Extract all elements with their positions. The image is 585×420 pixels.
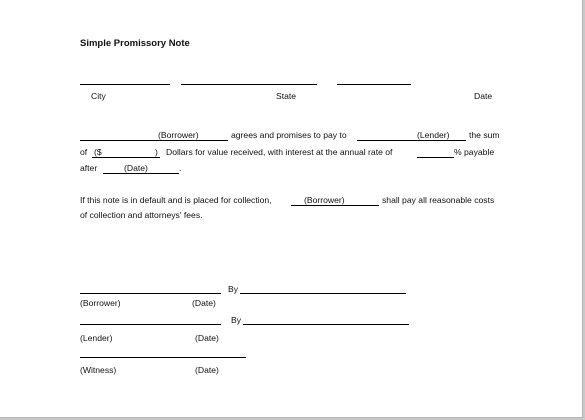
p2-shall-text: shall pay all reasonable costs xyxy=(382,195,495,205)
by-line-1 xyxy=(240,293,406,294)
p1-agrees-text: agrees and promises to pay to xyxy=(231,130,347,140)
date-label: Date xyxy=(474,91,493,101)
p1-of-text: of xyxy=(80,147,88,157)
p1-amount-close: ) xyxy=(155,147,158,157)
state-blank xyxy=(181,84,317,85)
state-label: State xyxy=(276,91,297,101)
city-blank xyxy=(80,84,170,85)
p1-amount: ($ xyxy=(94,147,102,157)
p1-sum-text: the sum xyxy=(469,130,500,140)
rate-blank xyxy=(417,157,454,158)
borrower-signature-line xyxy=(80,293,221,294)
p1-date: (Date) xyxy=(124,163,148,173)
p1-period: . xyxy=(179,163,182,173)
p2-default-text: If this note is in default and is placed for collection, xyxy=(80,195,272,205)
lender-sign-label: (Lender) xyxy=(80,333,113,343)
by-line-2 xyxy=(243,324,409,325)
amount-blank xyxy=(92,157,160,158)
p2-line2: of collection and attorneys' fees. xyxy=(80,210,203,220)
p1-percent-text: % payable xyxy=(454,147,495,157)
witness-date-label: (Date) xyxy=(195,365,219,375)
lender-signature-line xyxy=(80,324,221,325)
witness-signature-line xyxy=(80,357,246,358)
p2-borrower: (Borrower) xyxy=(304,195,345,205)
lender-date-label: (Date) xyxy=(195,333,219,343)
p1-borrower: (Borrower) xyxy=(158,130,199,140)
lender-name-blank xyxy=(357,140,466,141)
borrower-sign-label: (Borrower) xyxy=(80,298,121,308)
document-title: Simple Promissory Note xyxy=(80,38,190,49)
city-label: City xyxy=(91,91,106,101)
borrower-name-blank xyxy=(80,140,228,141)
date-blank xyxy=(337,84,411,85)
borrower-date-label: (Date) xyxy=(192,298,216,308)
by-label-2: By xyxy=(231,315,242,325)
witness-sign-label: (Witness) xyxy=(80,365,117,375)
p1-dollars-text: Dollars for value received, with interest at the annual rate of xyxy=(166,147,393,157)
by-label-1: By xyxy=(228,284,239,294)
p1-after-text: after xyxy=(80,163,98,173)
p1-lender: (Lender) xyxy=(417,130,450,140)
